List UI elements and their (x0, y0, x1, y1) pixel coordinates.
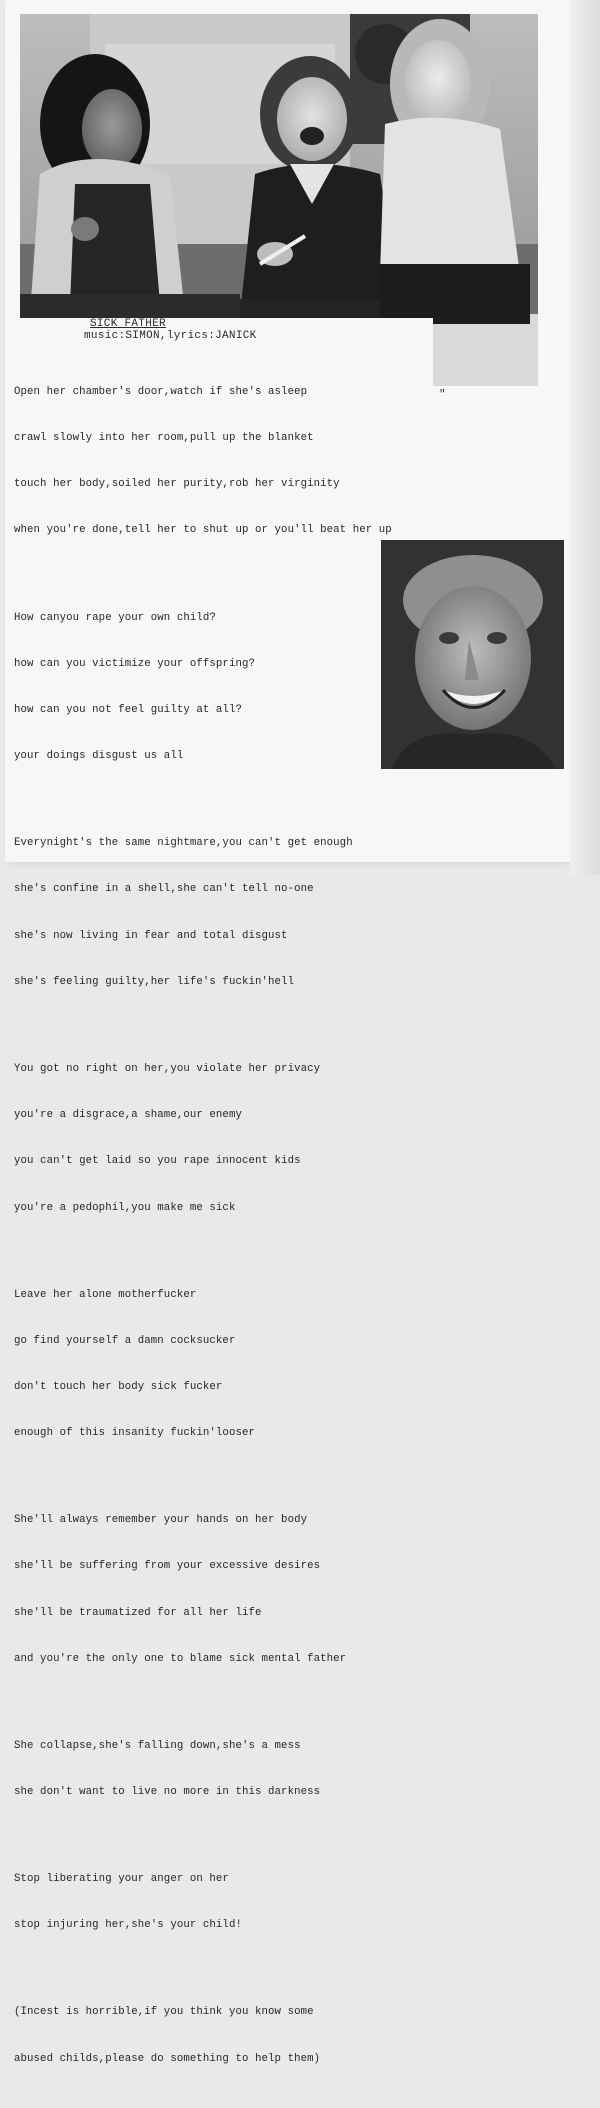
lyric-line: when you're done,tell her to shut up or you'll beat her up (14, 524, 392, 537)
lyric-line: she's confine in a shell,she can't tell no-one (14, 883, 314, 896)
lyric-line: and you're the only one to blame sick mental father (14, 1652, 347, 1665)
stanza-1 (14, 354, 444, 570)
stanza-8 (14, 1841, 444, 1964)
margin-mark: " (439, 389, 446, 401)
lyrics (14, 354, 444, 2108)
song-title: SICK FATHER (90, 318, 166, 330)
lyric-line: She'll always remember your hands on her body (14, 1514, 308, 1527)
page-edge-shadow (570, 0, 600, 875)
lyric-line: she'll be traumatized for all her life (14, 1606, 262, 1619)
stanza-7 (14, 1708, 444, 1831)
lyric-line: You got no right on her,you violate her privacy (14, 1062, 321, 1075)
lyric-line: She collapse,she's falling down,she's a mess (14, 1739, 301, 1752)
lyric-line: don't touch her body sick fucker (14, 1381, 223, 1393)
lyric-line: how can you not feel guilty at all? (14, 703, 242, 716)
lyric-line: Open her chamber's door,watch if she's asleep (14, 385, 308, 398)
lyric-line: Stop liberating your anger on her (14, 1873, 229, 1886)
stanza-6 (14, 1482, 444, 1698)
lyric-line: Everynight's the same nightmare,you can't get enough (14, 837, 353, 850)
stanza-3 (14, 805, 444, 1021)
song-credits: music:SIMON,lyrics:JANICK (84, 330, 257, 342)
lyric-line: abused childs,please do something to help them) (14, 2052, 321, 2065)
lyric-line: crawl slowly into her room,pull up the blanket (14, 432, 314, 445)
lyric-line: she don't want to live no more in this darkness (14, 1786, 321, 1799)
photo-man-portrait (381, 540, 564, 769)
lyric-line: touch her body,soiled her purity,rob her virginity (14, 478, 340, 491)
lyric-line: enough of this insanity fuckin'looser (14, 1427, 256, 1440)
stanza-4 (14, 1031, 444, 1247)
lyric-line: you can't get laid so you rape innocent kids (14, 1155, 301, 1168)
lyric-line: Leave her alone motherfucker (14, 1288, 197, 1301)
lyric-line: how can you victimize your offspring? (14, 657, 256, 670)
lyric-line: you're a pedophil,you make me sick (14, 1201, 236, 1214)
stanza-9 (14, 1975, 444, 2098)
lyric-line: How canyou rape your own child? (14, 611, 216, 624)
stanza-5 (14, 1257, 444, 1473)
lyric-line: you're a disgrace,a shame,our enemy (14, 1109, 242, 1122)
lyric-line: she's feeling guilty,her life's fuckin'hell (14, 975, 295, 988)
lyric-line: go find yourself a damn cocksucker (14, 1334, 236, 1347)
lyric-line: she's now living in fear and total disgust (14, 929, 288, 942)
lyric-line: your doings disgust us all (14, 750, 184, 763)
song-heading (84, 318, 257, 342)
stanza-2 (14, 580, 444, 796)
lyric-line: stop injuring her,she's your child! (14, 1919, 242, 1932)
lyric-line: (Incest is horrible,if you think you know some (14, 2006, 314, 2019)
lyric-line: she'll be suffering from your excessive desires (14, 1560, 321, 1573)
